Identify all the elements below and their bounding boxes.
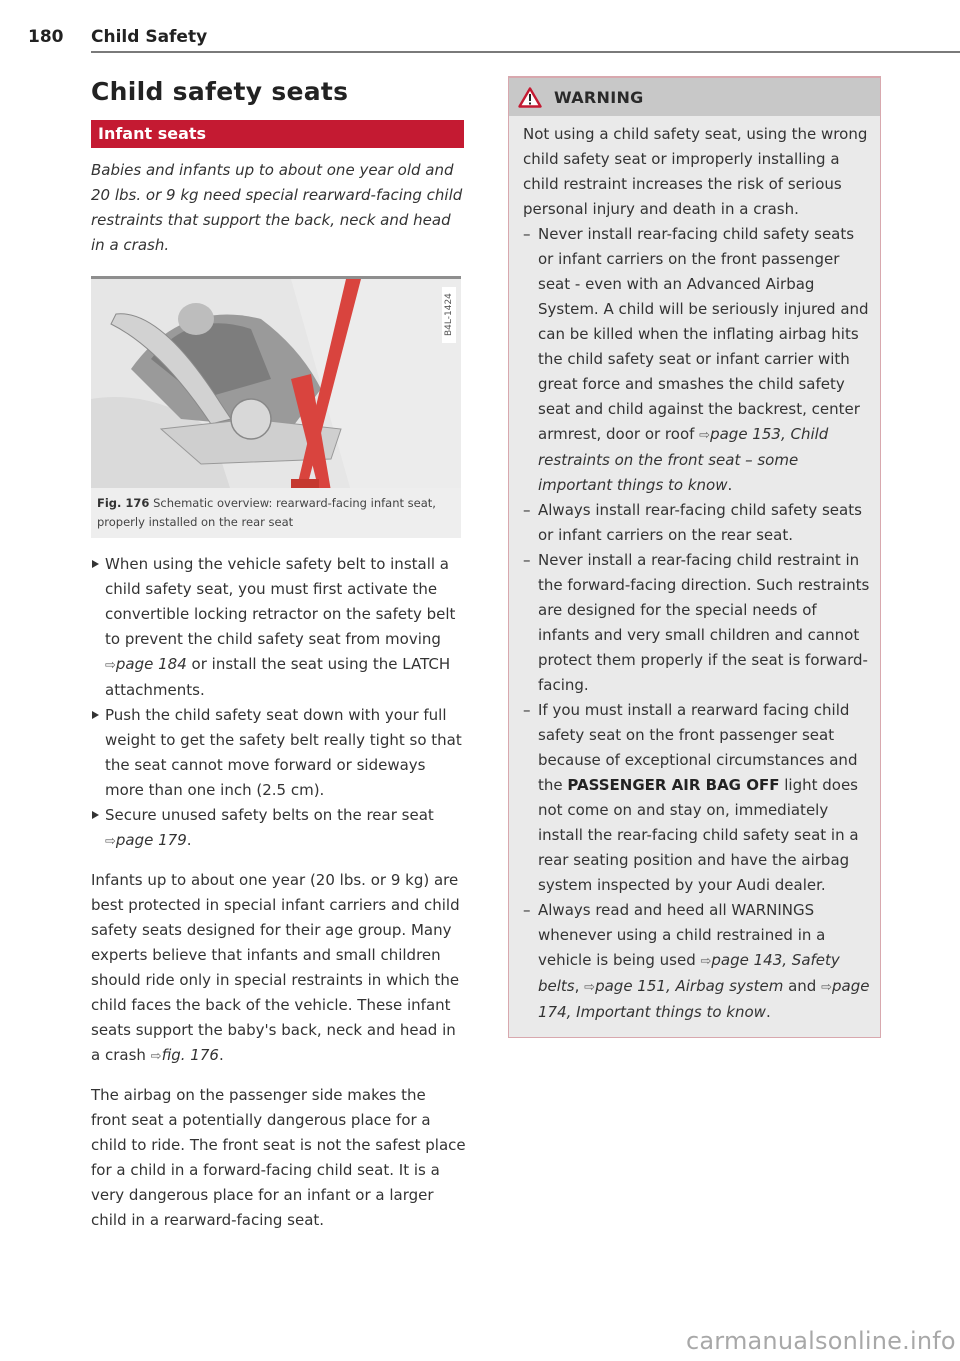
arrow-icon: ⇨ (105, 834, 116, 849)
warning-item: – Always read and heed all WARNINGS whenever using a child restrained in a vehicle is being used ⇨page 143, Safety belts, ⇨page 151, Airbag system and ⇨page 174, Important things to know. (523, 898, 870, 1025)
warning-header (509, 78, 880, 116)
page-link[interactable]: page 151, Airbag system (595, 977, 784, 995)
warning-item: – Always install rear-facing child safety seats or infant carriers on the rear seat. (523, 498, 870, 548)
arrow-icon: ⇨ (699, 428, 711, 443)
body-paragraph: The airbag on the passenger side makes the front seat a potentially dangerous place for a child to ride. The front seat is not the safest place for a child in a forward-facing child seat. It is a very dangerous place for an infant or a larger child in a rearward-facing seat. (91, 1086, 466, 1229)
header-rule (91, 51, 960, 53)
arrow-icon: ⇨ (584, 980, 596, 995)
instruction-list (91, 552, 466, 854)
watermark: carmanualsonline.info (686, 1327, 956, 1355)
indicator-name: PASSENGER AIR BAG OFF (567, 776, 780, 794)
subsection-title: Infant seats (91, 120, 464, 148)
figure-code: B4L-1424 (442, 287, 456, 343)
page-link[interactable]: page 174, Important things to know (538, 977, 870, 1021)
page-link[interactable]: page 179 (115, 831, 187, 849)
warning-triangle-icon (518, 87, 542, 108)
arrow-icon: ⇨ (700, 954, 712, 969)
page-link[interactable]: page 143, Safety belts (538, 951, 840, 995)
warning-intro: Not using a child safety seat, using the wrong child safety seat or improperly installing a child restraint increases the risk of serious personal injury and death in a crash. (523, 125, 868, 218)
instruction-item: When using the vehicle safety belt to install a child safety seat, you must first activate the convertible locking retractor on the safety belt to prevent the child safety seat from moving ⇨page 184 or install the seat using the LATCH attachments. (91, 552, 466, 703)
warning-body (509, 116, 880, 1037)
page-link[interactable]: page 153, Child restraints on the front seat – some important things to know (538, 425, 829, 494)
warning-item: – Never install a rear-facing child restraint in the forward-facing direction. Such restraints are designed for the special needs of infants and very small children and cannot protect them properly if the seat is forward-facing. (523, 548, 870, 698)
body-paragraph: Infants up to about one year (20 lbs. or 9 kg) are best protected in special infant carriers and child safety seats designed for their age group. Many experts believe that infants and small children should ride only in special restraints in which the child faces the back of the vehicle. These infant seats support the baby's back, neck and head in a crash ⇨fig. 176. (91, 871, 460, 1064)
left-column (91, 76, 466, 1233)
section-title: Child safety seats (91, 77, 349, 106)
page-number: 180 (28, 27, 64, 47)
intro-text: Babies and infants up to about one year old and 20 lbs. or 9 kg need special rearward-facing child restraints that support the back, neck and head in a crash. (91, 161, 463, 254)
arrow-icon: ⇨ (105, 658, 116, 673)
figure-infant-seat (91, 276, 461, 488)
instruction-item: Secure unused safety belts on the rear seat ⇨page 179. (91, 803, 466, 854)
page-link[interactable]: page 184 (115, 655, 187, 673)
warning-title: WARNING (554, 87, 644, 107)
figure-caption (91, 488, 461, 538)
warning-item: – Never install rear-facing child safety seats or infant carriers on the front passenger seat - even with an Advanced Airbag System. A child will be seriously injured and can be killed when the inflating airbag hits the child safety seat or infant carrier with great force and smashes the child safety seat and child against the backrest, center armrest, door or roof ⇨page 153, Child restraints on the front seat – some important things to know. (523, 222, 870, 498)
arrow-icon: ⇨ (150, 1049, 162, 1064)
running-head: Child Safety (91, 27, 208, 47)
figure-link[interactable]: fig. 176 (161, 1046, 219, 1064)
caption-label: Fig. 176 (97, 496, 150, 510)
warning-item: – If you must install a rearward facing child safety seat on the front passenger seat because of exceptional circumstances and the PASSENGER AIR BAG OFF light does not come on and stay on, immediately install the rear-facing child safety seat in a rear seating position and have the airbag system inspected by your Audi dealer. (523, 698, 870, 898)
infant-seat-illustration (91, 279, 461, 488)
warning-box (508, 76, 881, 1038)
arrow-icon: ⇨ (821, 980, 832, 995)
instruction-item: Push the child safety seat down with your full weight to get the safety belt really tight so that the seat cannot move forward or sideways more than one inch (2.5 cm). (91, 703, 466, 803)
caption-text: Schematic overview: rearward-facing infant seat, properly installed on the rear seat (97, 496, 436, 529)
